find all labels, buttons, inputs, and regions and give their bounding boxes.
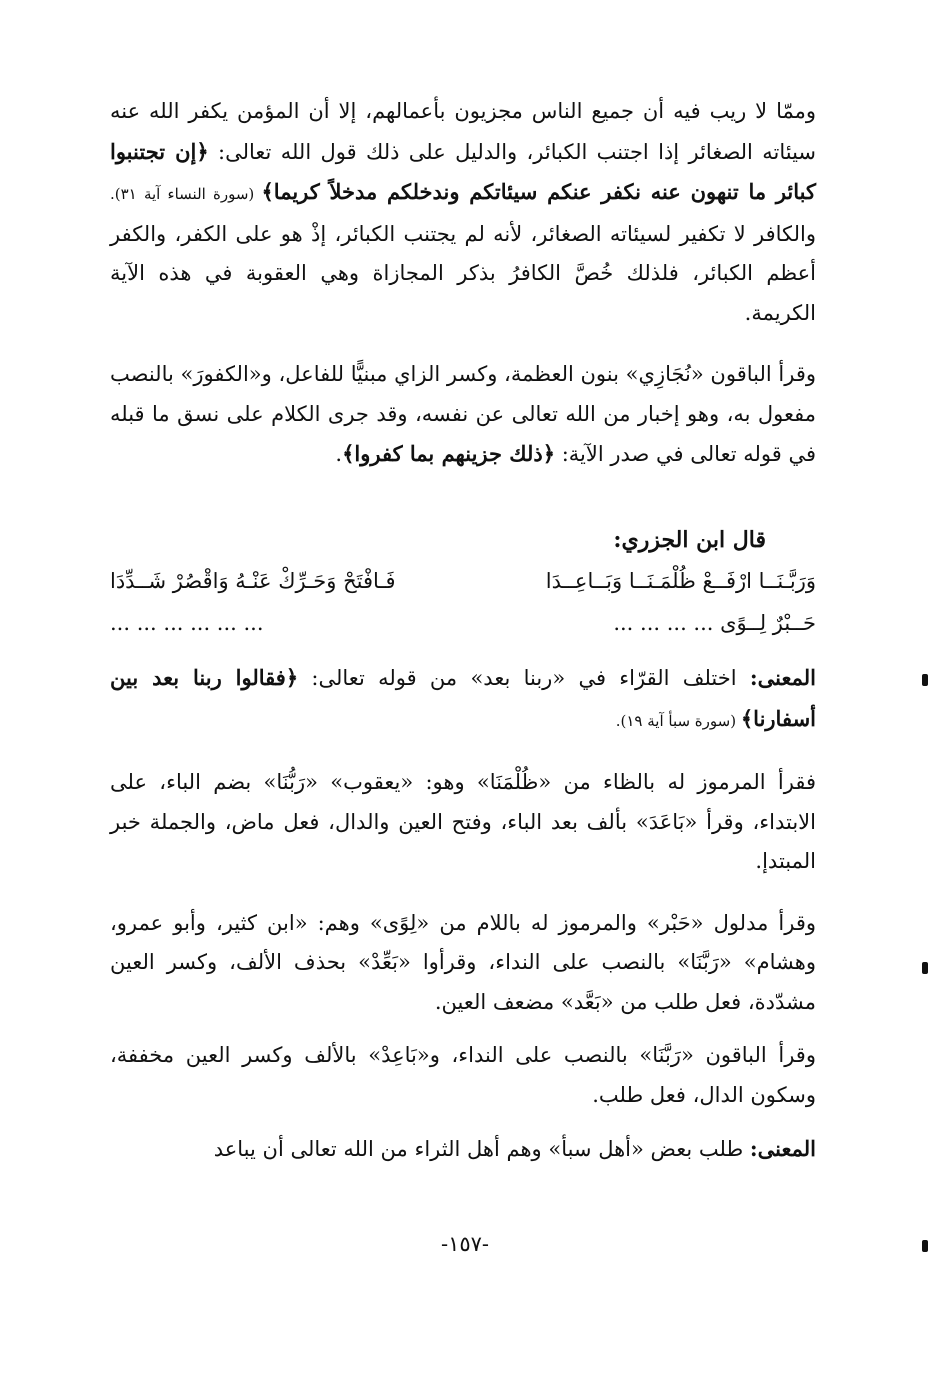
paragraph-meaning-1	[110, 658, 816, 741]
poem-hemistich-2: ... ... ... ... ... ...	[110, 611, 264, 635]
section-heading: قال ابن الجزري:	[613, 526, 766, 553]
poem-hemistich-1: وَرَبَّـنَــا ارْفَــعْ ظُلْمَـنَــا وَبَــاعِــدَا	[545, 569, 816, 593]
paragraph-2-text: وقرأ الباقون «نُجَازِي» بنون العظمة، وكسر الزاي مبنيًّا للفاعل، و«الكفورَ» بالنصب مفعول به، وهو إخبار من الله تعالى عن نفسه، وقد جرى الكلام على نسق ما قبله في قوله تعالى في صدر الآية:	[110, 362, 816, 466]
poem-line-1	[110, 560, 816, 602]
meaning-label: المعنى:	[749, 1136, 816, 1161]
paragraph-5: وقرأ مدلول «حَبْر» والمرموز له باللام من «لِوًى» وهم: «ابن كثير، وأبو عمرو، وهشام» «رَبَّنَا» بالنصب على النداء، وقرأوا «بَعِّدْ» بحذف الألف، وكسر العين مشدّدة، فعل طلب من «بَعَّد» مضعف العين.	[110, 910, 816, 1014]
paragraph-2	[110, 355, 816, 475]
page-number: -١٥٧-	[440, 1232, 490, 1256]
paragraph-2-end: .	[335, 442, 343, 466]
scan-mark	[922, 962, 928, 974]
quran-verse: ﴿فقالوا ربنا بعد بين أسفارنا﴾	[110, 665, 816, 731]
page-body	[110, 92, 816, 1170]
poem-hemistich-1: حَــبْرٌ لِــوًى ... ... ... ...	[613, 611, 816, 635]
scan-mark	[922, 1240, 928, 1252]
verse-reference: (سورة سبأ آية ١٩).	[615, 711, 741, 730]
paragraph-6: وقرأ الباقون «رَبَّنَا» بالنصب على النداء، و«بَاعِدْ» بالألف وكسر العين مخففة، وسكون الدال، فعل طلب.	[110, 1043, 816, 1107]
paragraph-1-text-2: والكافر لا تكفير لسيئاته الصغائر، لأنه لم يجتنب الكبائر، إذْ هو على الكفر، والكفر أعظم الكبائر، فلذلك خُصَّ الكافرُ بذكر المجازاة وهي العقوبة في هذه الآية الكريمة.	[110, 221, 816, 325]
paragraph-4: فقرأ المرموز له بالظاء من «ظُلْمَنَا» وهو: «يعقوب» «رَبُّنَا» بضم الباء، على الابتداء، وقرأ «بَاعَدَ» بألف بعد الباء، وفتح العين والدال، فعل ماض، والجملة خبر المبتدإ.	[110, 770, 816, 873]
quran-verse: ﴿ذلك جزينهم بما كفروا﴾	[342, 441, 556, 466]
paragraph-1-text: وممّا لا ريب فيه أن جميع الناس مجزيون بأعمالهم، إلا أن المؤمن يكفر الله عنه سيئاته الصغائر إذا اجتنب الكبائر، والدليل على ذلك قول الله تعالى:	[110, 99, 817, 164]
paragraph-3-text: اختلف القرّاء في «ربنا بعد» من قوله تعالى:	[298, 666, 750, 690]
paragraph-7-text: طلب بعض «أهل سبأ» وهم أهل الثراء من الله تعالى أن يباعد	[213, 1137, 750, 1161]
meaning-label: المعنى:	[749, 665, 816, 690]
paragraph-meaning-2	[110, 1129, 816, 1170]
poem-hemistich-2: فَـافْتَحْ وَحَـرِّكْ عَنْـهُ وَاقْصُرْ شَــدِّدَا	[110, 569, 396, 593]
quran-verse: ﴿إن تجتنبوا كبائر ما تنهون عنه نكفر عنكم سيئاتكم وندخلكم مدخلاً كريما﴾	[110, 138, 816, 204]
poem-line-2	[110, 602, 816, 644]
verse-reference: (سورة النساء آية ٣١).	[110, 185, 262, 203]
paragraph-1	[110, 92, 816, 333]
scan-mark	[922, 674, 928, 686]
